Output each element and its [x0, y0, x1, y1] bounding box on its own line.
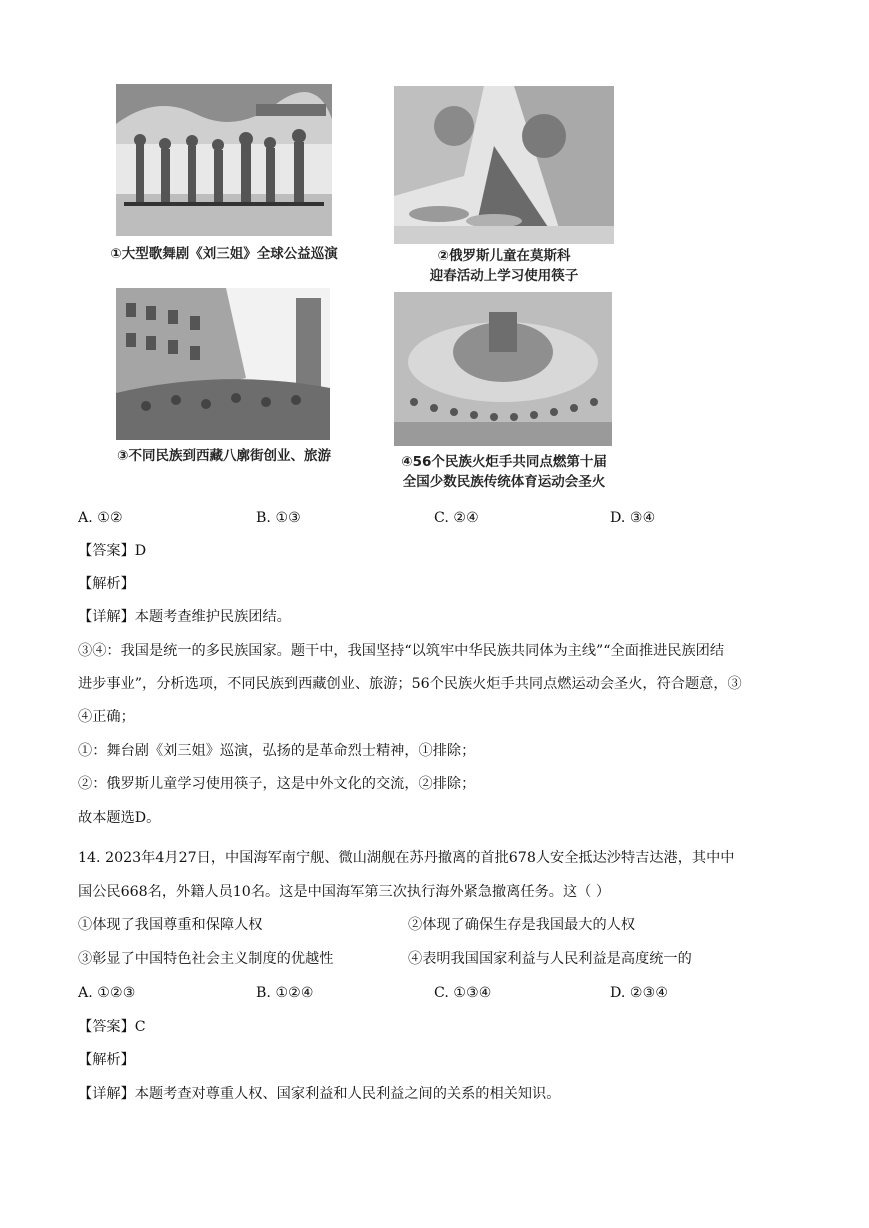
caption-photo-4-line-1: ④56个民族火炬手共同点燃第十届 — [401, 454, 607, 470]
q13-option-c: C. ②④ — [434, 510, 479, 526]
caption-photo-4-line-2: 全国少数民族传统体育运动会圣火 — [402, 474, 606, 490]
q14-option-a: A. ①②③ — [78, 985, 136, 1001]
q14-option-b: B. ①②④ — [256, 985, 314, 1001]
q14-choice-4: ④表明我国国家利益与人民利益是高度统一的 — [408, 951, 692, 967]
photo-liu-sanjie — [116, 84, 332, 236]
q13-option-d: D. ③④ — [610, 510, 656, 526]
q14-choice-1: ①体现了我国尊重和保障人权 — [78, 917, 263, 933]
q14-option-d: D. ②③④ — [610, 985, 669, 1001]
q14-analysis-heading: 【解析】 — [78, 1052, 135, 1068]
q13-explanation-line-1: ③④：我国是统一的多民族国家。题干中，我国坚持“以筑牢中华民族共同体为主线”“全面推进民族团结 — [78, 643, 725, 659]
q14-stem-line-1: 14. 2023年4月27日，中国海军南宁舰、微山湖舰在苏丹撤离的首批678人安全抵达沙特吉达港，其中中 — [78, 850, 735, 866]
q13-explanation-line-3: ④正确； — [78, 709, 135, 725]
q13-option-a: A. ①② — [78, 510, 123, 526]
q13-conclusion: 故本题选D。 — [78, 810, 161, 826]
photo-russian-children — [394, 86, 614, 244]
q13-explanation-line-4: ①：舞台剧《刘三姐》巡演，弘扬的是革命烈士精神，①排除； — [78, 743, 476, 759]
photo-torch-ceremony — [394, 292, 612, 446]
q13-explanation-line-5: ②：俄罗斯儿童学习使用筷子，这是中外文化的交流，②排除； — [78, 776, 476, 792]
q13-answer: 【答案】D — [78, 543, 147, 559]
caption-photo-2 — [394, 246, 614, 286]
q13-option-b: B. ①③ — [256, 510, 301, 526]
caption-photo-4 — [390, 452, 618, 492]
q13-analysis-heading: 【解析】 — [78, 576, 135, 592]
q13-detail: 【详解】本题考查维护民族团结。 — [78, 609, 291, 625]
caption-photo-2-line-1: ②俄罗斯儿童在莫斯科 — [437, 248, 571, 264]
q14-answer: 【答案】C — [78, 1019, 146, 1035]
q14-option-c: C. ①③④ — [434, 985, 492, 1001]
caption-photo-3: ③不同民族到西藏八廓街创业、旅游 — [117, 448, 331, 464]
q14-detail: 【详解】本题考查对尊重人权、国家利益和人民利益之间的关系的相关知识。 — [78, 1086, 561, 1102]
q14-choice-3: ③彰显了中国特色社会主义制度的优越性 — [78, 951, 334, 967]
q14-stem-line-2: 国公民668名，外籍人员10名。这是中国海军第三次执行海外紧急撤离任务。这（ ） — [78, 884, 611, 900]
photo-barkhor-street — [116, 288, 330, 440]
q13-explanation-line-2: 进步事业”，分析选项，不同民族到西藏创业、旅游；56个民族火炬手共同点燃运动会圣火，符合题意，③ — [78, 676, 742, 692]
q14-choice-2: ②体现了确保生存是我国最大的人权 — [408, 917, 636, 933]
caption-photo-1: ①大型歌舞剧《刘三姐》全球公益巡演 — [110, 246, 338, 262]
caption-photo-2-line-2: 迎春活动上学习使用筷子 — [429, 268, 579, 284]
